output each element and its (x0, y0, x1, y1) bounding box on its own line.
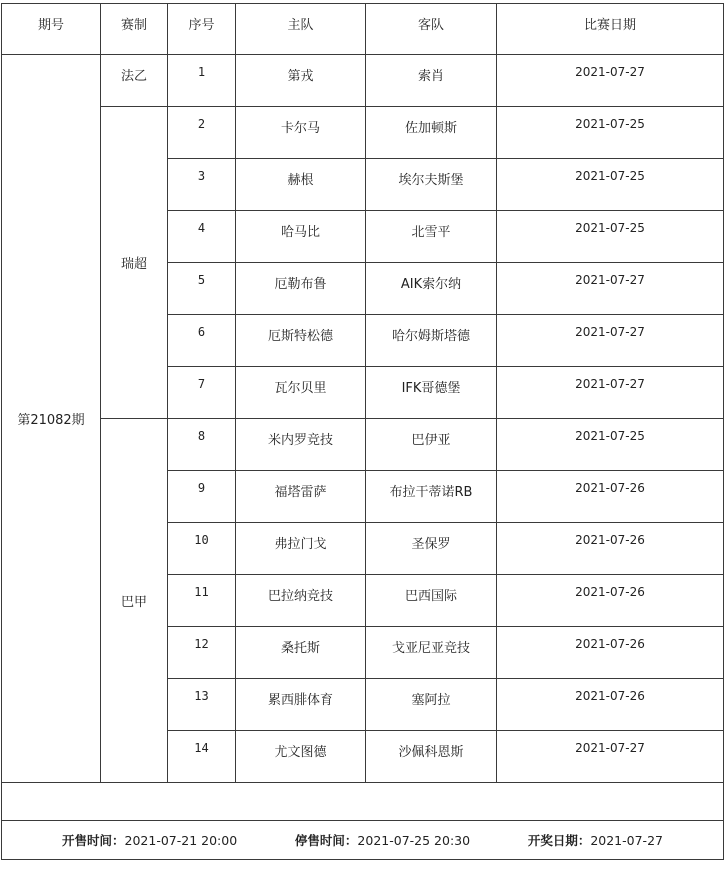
header-seq: 序号 (168, 4, 236, 55)
away-team-cell: IFK哥德堡 (366, 367, 497, 419)
match-date-cell: 2021-07-25 (497, 419, 724, 471)
table-row (2, 419, 724, 471)
header-home-team: 主队 (236, 4, 366, 55)
away-team-cell: AIK索尔纳 (366, 263, 497, 315)
away-team-cell: 沙佩科恩斯 (366, 731, 497, 783)
sale-start-value: 2021-07-21 20:00 (124, 833, 238, 848)
seq-cell: 9 (168, 471, 236, 523)
away-team-cell: 巴伊亚 (366, 419, 497, 471)
away-team-cell: 塞阿拉 (366, 679, 497, 731)
match-date-cell: 2021-07-25 (497, 211, 724, 263)
match-date-cell: 2021-07-27 (497, 315, 724, 367)
seq-cell: 14 (168, 731, 236, 783)
match-date-cell: 2021-07-25 (497, 107, 724, 159)
lottery-schedule-sheet (1, 3, 723, 860)
match-date-cell: 2021-07-26 (497, 523, 724, 575)
seq-cell: 6 (168, 315, 236, 367)
home-team-cell: 瓦尔贝里 (236, 367, 366, 419)
blank-cell (2, 783, 724, 821)
seq-cell: 11 (168, 575, 236, 627)
seq-cell: 12 (168, 627, 236, 679)
seq-cell: 10 (168, 523, 236, 575)
draw-date-label: 开奖日期： (527, 833, 591, 848)
league-cell-ligue2: 法乙 (101, 55, 168, 107)
match-date-cell: 2021-07-26 (497, 627, 724, 679)
sale-end-value: 2021-07-25 20:30 (357, 833, 471, 848)
sale-info-cell (2, 821, 724, 860)
header-league: 赛制 (101, 4, 168, 55)
match-date-cell: 2021-07-25 (497, 159, 724, 211)
sale-end-group (295, 831, 470, 849)
match-date-cell: 2021-07-26 (497, 471, 724, 523)
match-date-cell: 2021-07-27 (497, 55, 724, 107)
seq-cell: 4 (168, 211, 236, 263)
period-cell: 第21082期 (2, 55, 101, 783)
home-team-cell: 尤文图德 (236, 731, 366, 783)
home-team-cell: 弗拉门戈 (236, 523, 366, 575)
away-team-cell: 埃尔夫斯堡 (366, 159, 497, 211)
match-date-cell: 2021-07-26 (497, 575, 724, 627)
home-team-cell: 桑托斯 (236, 627, 366, 679)
home-team-cell: 赫根 (236, 159, 366, 211)
home-team-cell: 米内罗竞技 (236, 419, 366, 471)
header-period: 期号 (2, 4, 101, 55)
seq-cell: 7 (168, 367, 236, 419)
away-team-cell: 戈亚尼亚竞技 (366, 627, 497, 679)
sale-end-label: 停售时间： (294, 833, 358, 848)
home-team-cell: 卡尔马 (236, 107, 366, 159)
home-team-cell: 福塔雷萨 (236, 471, 366, 523)
match-schedule-table (1, 3, 724, 860)
sale-start-label: 开售时间： (62, 833, 125, 848)
seq-cell: 1 (168, 55, 236, 107)
away-team-cell: 北雪平 (366, 211, 497, 263)
home-team-cell: 哈马比 (236, 211, 366, 263)
header-away-team: 客队 (366, 4, 497, 55)
footer-row (2, 821, 724, 860)
away-team-cell: 圣保罗 (366, 523, 497, 575)
home-team-cell: 厄斯特松德 (236, 315, 366, 367)
home-team-cell: 累西腓体育 (236, 679, 366, 731)
seq-cell: 5 (168, 263, 236, 315)
seq-cell: 3 (168, 159, 236, 211)
sale-start-group (62, 831, 237, 849)
table-row (2, 107, 724, 159)
match-date-cell: 2021-07-26 (497, 679, 724, 731)
seq-cell: 13 (168, 679, 236, 731)
home-team-cell: 第戎 (236, 55, 366, 107)
draw-date-value: 2021-07-27 (590, 833, 663, 848)
away-team-cell: 索肖 (366, 55, 497, 107)
league-cell-brazil: 巴甲 (101, 419, 168, 783)
away-team-cell: 哈尔姆斯塔德 (366, 315, 497, 367)
away-team-cell: 佐加顿斯 (366, 107, 497, 159)
table-row (2, 55, 724, 107)
blank-row (2, 783, 724, 821)
seq-cell: 8 (168, 419, 236, 471)
match-date-cell: 2021-07-27 (497, 263, 724, 315)
seq-cell: 2 (168, 107, 236, 159)
home-team-cell: 厄勒布鲁 (236, 263, 366, 315)
match-date-cell: 2021-07-27 (497, 731, 724, 783)
header-match-date: 比赛日期 (497, 4, 724, 55)
home-team-cell: 巴拉纳竞技 (236, 575, 366, 627)
match-date-cell: 2021-07-27 (497, 367, 724, 419)
away-team-cell: 巴西国际 (366, 575, 497, 627)
draw-date-group (528, 831, 663, 849)
away-team-cell: 布拉干蒂诺RB (366, 471, 497, 523)
league-cell-swiss: 瑞超 (101, 107, 168, 419)
sale-info (2, 831, 723, 849)
header-row (2, 4, 724, 55)
